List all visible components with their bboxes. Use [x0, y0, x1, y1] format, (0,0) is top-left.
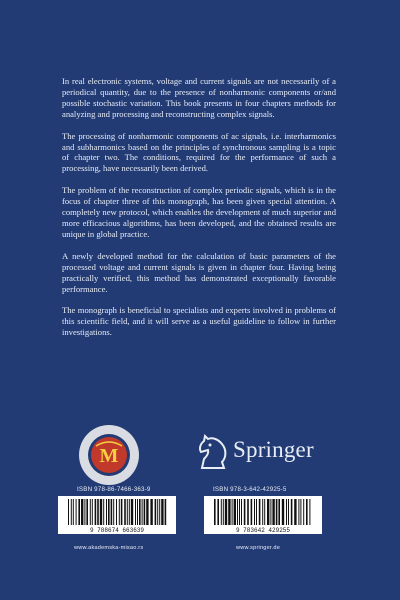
isbn-left: ISBN 978-86-7466-363-9: [77, 486, 151, 493]
barcode-digits: 9 783642 429255: [235, 527, 291, 534]
blurb-paragraph-5: The monograph is beneficial to specialists and experts involved in problems of this scientific field, and it will serve as a useful guideline to follow in further investigations.: [62, 305, 336, 338]
blurb-paragraph-1: In real electronic systems, voltage and current signals are not necessarily of a periodical quantity, due to the presence of nonharmonic components or/and possible stochastic variation. This book presents in four chapters methods for analyzing and processing and reconstructing complex signals.: [62, 76, 336, 119]
blurb-text: [62, 76, 336, 349]
blurb-paragraph-2: The processing of nonharmonic components of ac signals, i.e. interharmonics and subharmonics based on the principles of synchronous sampling is a topic of chapter two. The conditions, required for the performance of such a processing, have necessarily been derived.: [62, 130, 336, 174]
barcode-right: [204, 496, 322, 534]
blurb-paragraph-3: The problem of the reconstruction of complex periodic signals, which is in the focus of chapter three of this monograph, has been given special attention. A completely new protocol, which enables the development of much superior and more efficacious algorithms, has been developed, and the obtained results are unique in global practice.: [62, 185, 336, 239]
barcode-right-bars: [204, 496, 322, 534]
blurb-paragraph-4: A newly developed method for the calculation of basic parameters of the processed voltage and current signals is given in chapter four. Having being practically verified, this method has demonstrated exceptionally favorable performance.: [62, 250, 336, 294]
barcode-digits: 9 788674 663639: [89, 527, 145, 534]
barcode-left-bars: [58, 496, 176, 534]
barcode-left: [58, 496, 176, 534]
springer-wordmark: Springer: [233, 437, 314, 462]
url-left: www.akademska-misao.rs: [74, 545, 144, 551]
springer-knight-icon: [196, 432, 230, 472]
akademska-misao-emblem-icon: [78, 424, 140, 486]
svg-text:M: M: [99, 445, 119, 467]
url-right: www.springer.de: [236, 545, 281, 551]
isbn-right: ISBN 978-3-642-42925-5: [213, 486, 287, 493]
